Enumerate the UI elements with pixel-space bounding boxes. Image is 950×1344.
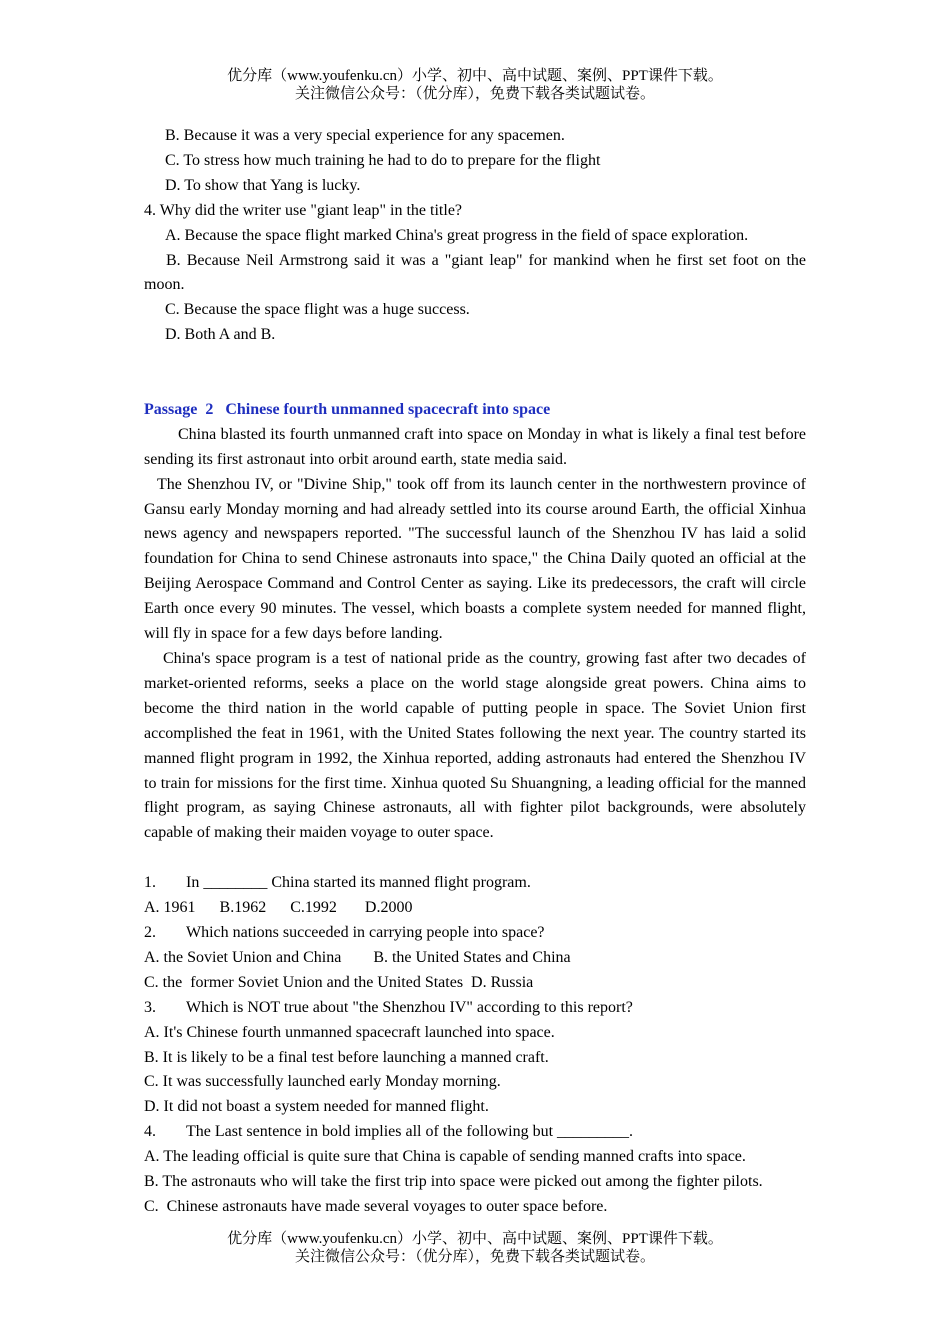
question-block (144, 1120, 806, 1220)
document-body (144, 124, 806, 1220)
passage-2-paragraph-2: The Shenzhou IV, or "Divine Ship," took off from its launch center in the northwestern province of Gansu early Monday morning and had already settled into its course around Earth, the official Xinhua news agency and newspapers reported. "The successful launch of the Shenzhou IV has laid a solid foundation for China to send Chinese astronauts into space," the China Daily quoted an official at the Beijing Aerospace Command and Control Center as saying. Like its predecessors, the craft will circle Earth once every 90 minutes. The vessel, which boasts a complete system needed for manned flight, will fly in space for a few days before landing. (144, 475, 806, 643)
question-block (144, 871, 806, 921)
p1-q4-option-a: A. Because the space flight marked China's great progress in the field of space exploration. (165, 226, 749, 244)
question-2 (144, 921, 806, 946)
question-number: 1. (144, 874, 156, 892)
passage-2-paragraph-1: China blasted its fourth unmanned craft into space on Monday in what is likely a final test before sending its first astronaut into orbit around earth, state media said. (144, 425, 806, 468)
question-3-option-a: A. It's Chinese fourth unmanned spacecraft launched into space. (144, 1023, 555, 1041)
passage-2-paragraph-3: China's space program is a test of national pride as the country, growing fast after two decades of market-oriented reforms, seeks a place on the world stage alongside great powers. China aims to become the third nation in the world capable of putting people in space. The Soviet Union first accomplished the feat in 1961, with the United States following the next year. The country started its manned flight program in 1992, the Xinhua reported, adding astronauts had entered the Shenzhou IV to train for missions for the first time. Xinhua quoted Su Shuangning, a leading official for the manned flight program, as saying Chinese astronauts, all with fighter pilot backgrounds, were absolutely capable of making their maiden voyage to outer space. (144, 650, 806, 842)
question-3-option-c: C. It was successfully launched early Monday morning. (144, 1073, 501, 1091)
question-number: 2. (144, 923, 156, 941)
question-block (144, 996, 806, 1121)
p1-q4-option-c: C. Because the space flight was a huge success. (165, 301, 470, 319)
question-2-options-ab: A. the Soviet Union and China B. the United States and China (144, 948, 571, 966)
question-number: 3. (144, 998, 156, 1016)
question-number: 4. (144, 1123, 156, 1141)
p1-q3-option-b: B. Because it was a very special experience for any spacemen. (165, 127, 565, 144)
question-text: Which is NOT true about "the Shenzhou IV" according to this report? (186, 998, 633, 1016)
page-header (0, 67, 950, 103)
question-3-option-d: D. It did not boast a system needed for manned flight. (144, 1098, 489, 1116)
question-1 (144, 871, 806, 896)
question-3 (144, 996, 806, 1021)
questions-spacer (144, 846, 806, 871)
page-footer (0, 1230, 950, 1266)
question-text: In ________ China started its manned flight program. (186, 874, 531, 892)
passage-2-title: Passage 2 Chinese fourth unmanned spacecraft into space (144, 400, 551, 418)
question-4-option-c: C. Chinese astronauts have made several voyages to outer space before. (144, 1197, 608, 1215)
p1-q4-option-b: B. Because Neil Armstrong said it was a "giant leap" for mankind when he first set foot on the moon. (144, 251, 806, 294)
question-1-options: A. 1961 B.1962 C.1992 D.2000 (144, 899, 413, 917)
question-3-option-b: B. It is likely to be a final test before launching a manned craft. (144, 1048, 549, 1066)
header-line-2: 关注微信公众号：（优分库），免费下载各类试题试卷。 (294, 86, 655, 102)
p1-q4-question: 4. Why did the writer use "giant leap" in the title? (144, 201, 463, 219)
question-block (144, 921, 806, 996)
question-text: Which nations succeeded in carrying people into space? (186, 923, 545, 941)
question-2-options-cd: C. the former Soviet Union and the United States D. Russia (144, 973, 534, 991)
footer-line-2: 关注微信公众号：（优分库），免费下载各类试题试卷。 (294, 1249, 655, 1265)
p1-q3-option-d: D. To show that Yang is lucky. (165, 176, 361, 194)
section-spacer (144, 348, 806, 398)
header-line-1: 优分库（www.youfenku.cn）小学、初中、高中试题、案例、PPT课件下载。 (227, 68, 723, 84)
question-4-option-b: B. The astronauts who will take the first trip into space were picked out among the fighter pilots. (144, 1173, 763, 1191)
footer-line-1: 优分库（www.youfenku.cn）小学、初中、高中试题、案例、PPT课件下载。 (227, 1231, 723, 1247)
p1-q4-option-d: D. Both A and B. (165, 326, 276, 344)
question-text: The Last sentence in bold implies all of the following but _________. (186, 1123, 634, 1141)
p1-q3-option-c: C. To stress how much training he had to do to prepare for the flight (165, 151, 601, 169)
question-4-option-a: A. The leading official is quite sure that China is capable of sending manned crafts into space. (144, 1148, 746, 1166)
question-4 (144, 1120, 806, 1145)
